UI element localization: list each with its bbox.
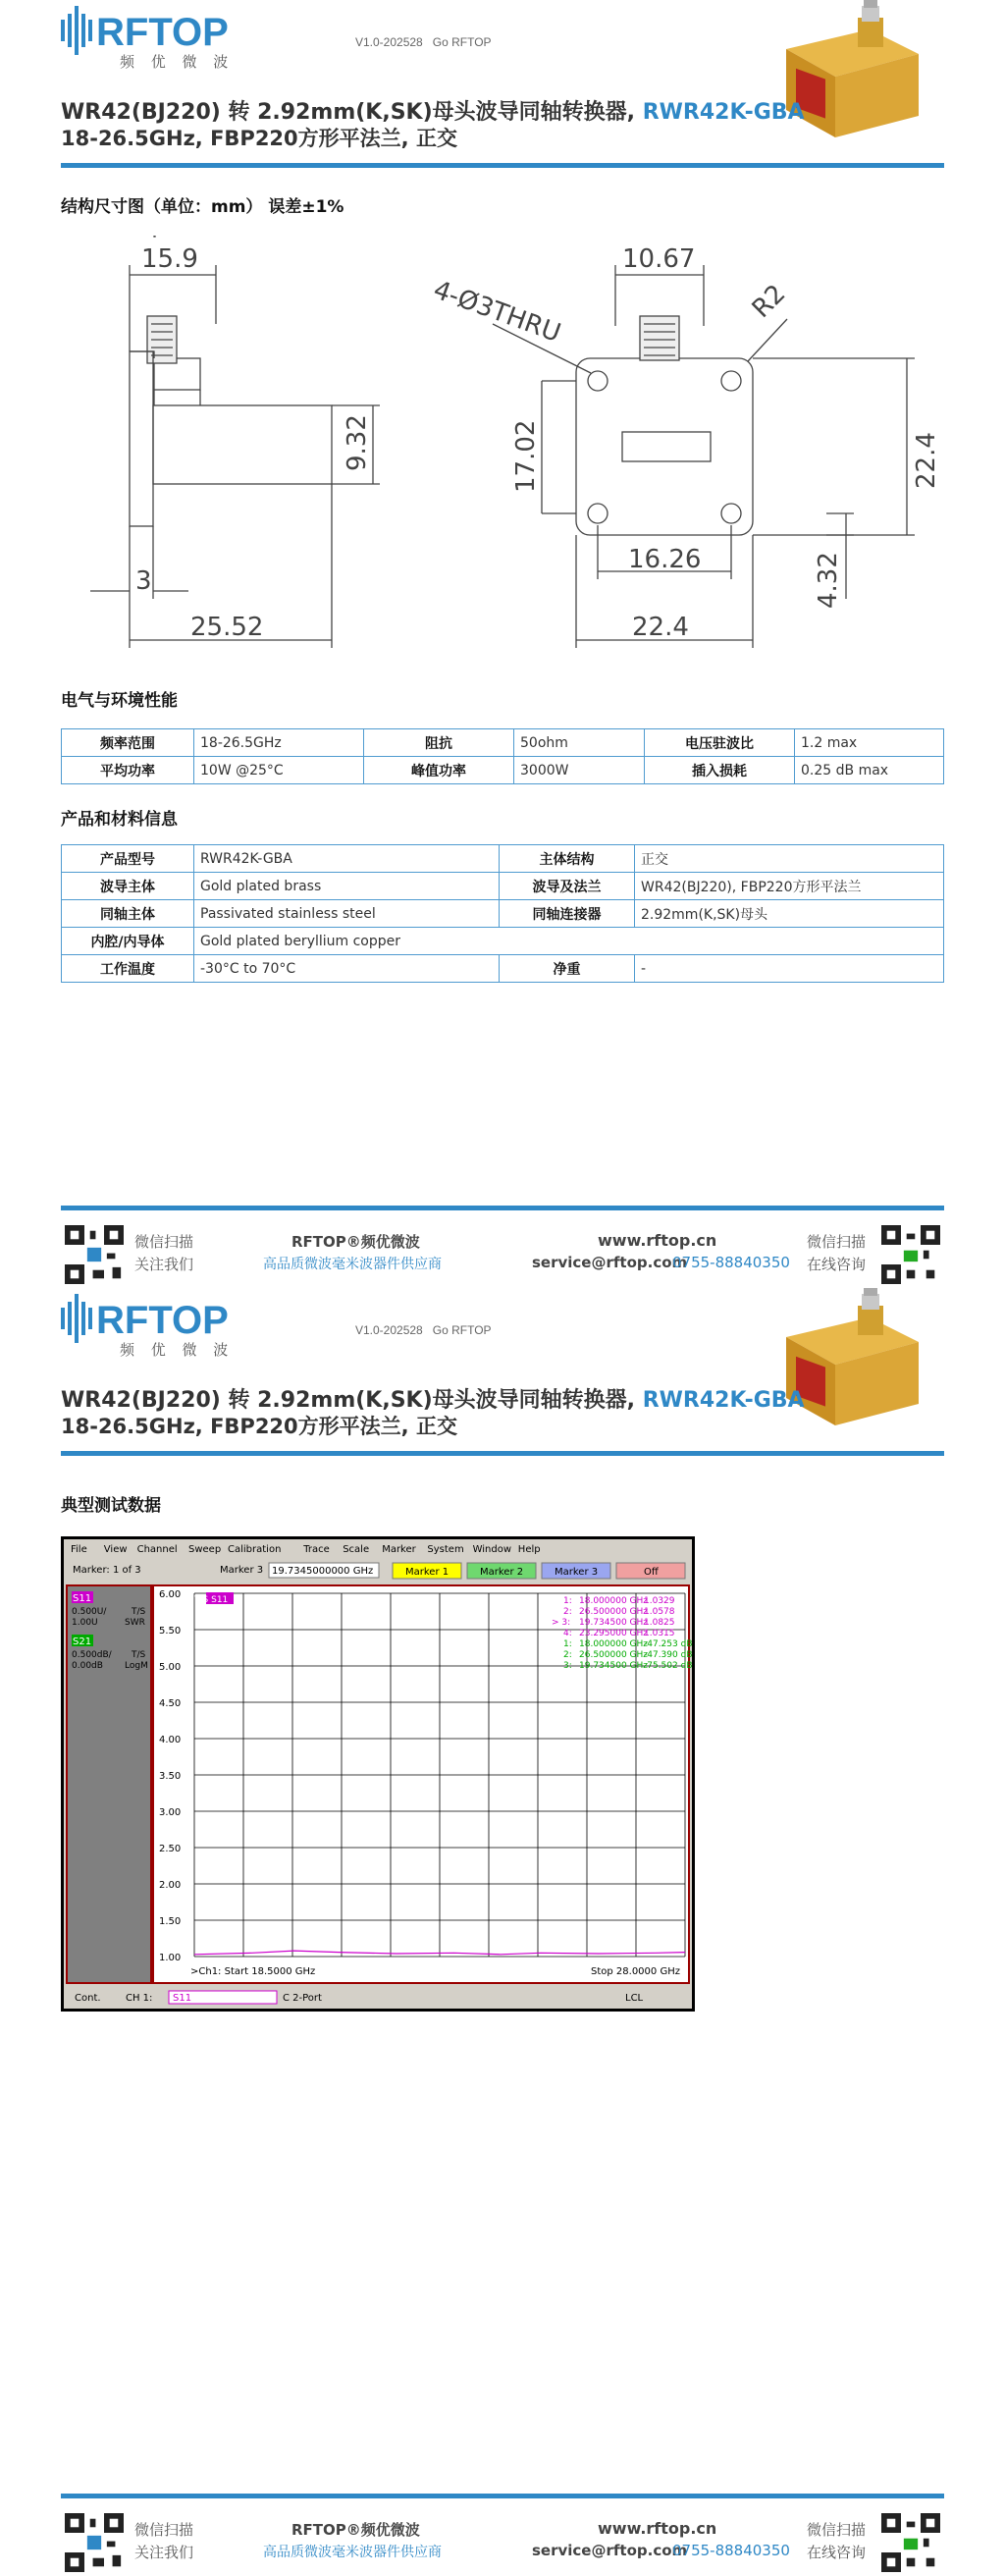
svg-text:RFTOP: RFTOP	[96, 1299, 229, 1342]
svg-text:CH 1:: CH 1:	[126, 1993, 153, 2004]
dim-25-52: 25.52	[190, 613, 264, 642]
svg-text:频 优 微 波: 频 优 微 波	[120, 1341, 235, 1359]
header-rule	[61, 163, 944, 168]
y-tick-label: 3.00	[159, 1807, 182, 1818]
svg-text:Off: Off	[644, 1567, 659, 1578]
marker-readout-freq: 26.500000 GHz	[579, 1650, 648, 1660]
svg-text:19.7345000000 GHz: 19.7345000000 GHz	[272, 1566, 374, 1577]
trace-s21-label: S21	[73, 1637, 92, 1647]
menu-item-calibration[interactable]: Calibration	[228, 1544, 282, 1555]
marker-readout-index: 3:	[563, 1661, 572, 1671]
menu-item-scale[interactable]: Scale	[343, 1544, 370, 1555]
marker-readout-freq: 19.734500 GHz	[579, 1661, 648, 1671]
email-link[interactable]: service@rftop.com	[532, 1254, 688, 1271]
trace-s11-label: S11	[73, 1593, 92, 1604]
product-title: WR42(BJ220) 转 2.92mm(K,SK)母头波导同轴转换器, RWR42K-GBA	[61, 100, 805, 125]
svg-text:LogM: LogM	[125, 1661, 148, 1671]
drawing-heading: 结构尺寸图（单位：mm） 误差±1%	[61, 197, 344, 217]
dimension-drawing	[61, 236, 944, 658]
dim-3: 3	[135, 566, 152, 596]
dim-r2: R2	[746, 279, 792, 324]
marker-readout-index: 1:	[563, 1639, 572, 1649]
y-tick-label: 5.50	[159, 1626, 182, 1637]
table-row: 产品型号 RWR42K-GBA 主体结构 正交	[62, 845, 944, 873]
y-tick-label: 2.00	[159, 1880, 182, 1891]
qr-code-wechat	[65, 2513, 124, 2572]
rftop-logo	[61, 1290, 267, 1359]
marker-readout-value: -47.390 dB	[644, 1650, 693, 1660]
menu-item-channel[interactable]: Channel	[136, 1544, 178, 1555]
marker-readout-index: 2:	[563, 1650, 572, 1660]
marker-readout-freq: 18.000000 GHz	[579, 1639, 648, 1649]
svg-text:Marker 1: Marker 1	[405, 1567, 450, 1578]
trace-tag: T/S S11	[194, 1595, 229, 1605]
elec-table	[61, 728, 944, 784]
table-row: 频率范围 18-26.5GHz 阻抗 50ohm 电压驻波比 1.2 max	[62, 729, 944, 757]
qr-code-wechat	[65, 1225, 124, 1284]
model-number: RWR42K-GBA	[642, 100, 805, 125]
product-title: WR42(BJ220) 转 2.92mm(K,SK)母头波导同轴转换器, RWR42K-GBA	[61, 1388, 805, 1413]
model-number: RWR42K-GBA	[642, 1388, 805, 1413]
dim-holes: 4-Ø3THRU	[429, 275, 565, 349]
footer-2: 微信扫描 关注我们 RFTOP®频优微波 高品质微波毫米波器件供应商 www.rftop.cn service@rftop.com 0755-88840350 微信扫描 在线咨询	[0, 2494, 1005, 2572]
dim-10-67: 10.67	[622, 244, 696, 274]
marker-readout-value: 1.0315	[644, 1629, 675, 1638]
menu-item-file[interactable]: File	[71, 1544, 87, 1555]
dim-22-4-v: 22.4	[912, 432, 941, 489]
y-tick-label: 6.00	[159, 1589, 182, 1600]
marker-readout-freq: 18.000000 GHz	[579, 1596, 648, 1606]
marker-readout-index: > 3:	[552, 1618, 571, 1628]
marker-readout-index: 4:	[563, 1629, 572, 1638]
y-tick-label: 2.50	[159, 1844, 182, 1854]
dim-4-32: 4.32	[814, 552, 843, 609]
dim-22-4-h: 22.4	[632, 613, 689, 642]
menu-item-trace[interactable]: Trace	[303, 1544, 330, 1555]
y-tick-label: 4.00	[159, 1735, 182, 1745]
svg-text:LCL: LCL	[625, 1993, 644, 2004]
marker-select-label: Marker 3	[220, 1565, 264, 1576]
marker-readout-value: 1.0329	[644, 1596, 675, 1606]
product-subtitle: 18-26.5GHz, FBP220方形平法兰, 正交	[61, 127, 457, 150]
table-row: 波导主体 Gold plated brass 波导及法兰 WR42(BJ220), FBP220方形平法兰	[62, 873, 944, 900]
marker-readout-index: 2:	[563, 1607, 572, 1617]
rftop-logo	[61, 2, 267, 71]
menu-item-view[interactable]: View	[103, 1544, 128, 1555]
header-rule	[61, 1451, 944, 1456]
dim-15-9: 15.9	[141, 244, 198, 274]
marker-readout-value: 1.0825	[644, 1618, 675, 1628]
test-heading: 典型测试数据	[61, 1496, 161, 1516]
marker-readout-freq: 19.734500 GHz	[579, 1618, 648, 1628]
brand-link[interactable]: Go RFTOP	[432, 35, 492, 49]
dim-16-26: 16.26	[628, 545, 702, 574]
marker-of-text: Marker: 1 of 3	[73, 1565, 141, 1576]
svg-text:RFTOP: RFTOP	[96, 11, 229, 54]
svg-text:T/S: T/S	[132, 1650, 146, 1660]
table-row: 工作温度 -30°C to 70°C 净重 -	[62, 955, 944, 983]
y-tick-label: 1.00	[159, 1953, 182, 1963]
version-text: V1.0-202528 Go RFTOP	[355, 35, 492, 49]
svg-text:1.00U: 1.00U	[72, 1618, 98, 1628]
marker-readout-value: 1.0578	[644, 1607, 675, 1617]
svg-text:Cont.: Cont.	[75, 1993, 101, 2004]
y-tick-label: 1.50	[159, 1916, 182, 1927]
website-link[interactable]: www.rftop.cn	[598, 2519, 717, 2538]
vna-screenshot	[61, 1536, 695, 2012]
qr-code-consult	[881, 1225, 940, 1284]
version-text: V1.0-202528 Go RFTOP	[355, 1323, 492, 1337]
stop-freq: Stop 28.0000 GHz	[591, 1966, 680, 1977]
svg-text:C 2-Port: C 2-Port	[283, 1993, 322, 2004]
svg-text:0.500dB/: 0.500dB/	[72, 1650, 112, 1660]
svg-text:频 优 微 波: 频 优 微 波	[120, 53, 235, 71]
marker-readout-freq: 26.500000 GHz	[579, 1607, 648, 1617]
marker-readout-value: -75.502 dB	[644, 1661, 693, 1671]
menu-item-help[interactable]: Help	[517, 1544, 541, 1555]
svg-text:T/S: T/S	[132, 1607, 146, 1617]
product-subtitle: 18-26.5GHz, FBP220方形平法兰, 正交	[61, 1415, 457, 1438]
marker-readout-value: -47.253 dB	[644, 1639, 693, 1649]
dim-9-32: 9.32	[343, 414, 372, 471]
email-link[interactable]: service@rftop.com	[532, 2542, 688, 2559]
menu-item-marker[interactable]: Marker	[382, 1544, 416, 1555]
elec-heading: 电气与环境性能	[61, 691, 178, 711]
marker-readout-index: 1:	[563, 1596, 572, 1606]
menu-item-sweep[interactable]: Sweep	[188, 1544, 222, 1555]
start-freq: >Ch1: Start 18.5000 GHz	[190, 1966, 316, 1977]
table-row: 同轴主体 Passivated stainless steel 同轴连接器 2.92mm(K,SK)母头	[62, 900, 944, 928]
website-link[interactable]: www.rftop.cn	[598, 1231, 717, 1250]
footer-1: 微信扫描 关注我们 RFTOP®频优微波 高品质微波毫米波器件供应商 www.rftop.cn service@rftop.com 0755-88840350 微信扫描 在线咨询	[0, 1206, 1005, 1284]
mat-table	[61, 844, 944, 983]
table-row: 内腔/内导体 Gold plated beryllium copper	[62, 928, 944, 955]
svg-text:0.500U/: 0.500U/	[72, 1607, 107, 1617]
y-tick-label: 5.00	[159, 1662, 182, 1673]
qr-code-consult	[881, 2513, 940, 2572]
brand-link[interactable]: Go RFTOP	[432, 1323, 492, 1337]
dim-17-02: 17.02	[511, 419, 541, 493]
svg-text:S11: S11	[173, 1993, 192, 2004]
y-tick-label: 4.50	[159, 1698, 182, 1709]
mat-heading: 产品和材料信息	[61, 810, 178, 830]
svg-text:Marker 2: Marker 2	[480, 1567, 524, 1578]
svg-text:SWR: SWR	[125, 1618, 145, 1628]
menu-item-window[interactable]: Window	[472, 1544, 512, 1555]
menu-item-system[interactable]: System	[427, 1544, 464, 1555]
svg-text:Marker 3: Marker 3	[555, 1567, 599, 1578]
y-tick-label: 3.50	[159, 1771, 182, 1782]
table-row: 平均功率 10W @25°C 峰值功率 3000W 插入损耗 0.25 dB max	[62, 757, 944, 784]
svg-text:0.00dB: 0.00dB	[72, 1661, 103, 1671]
marker-readout-freq: 23.295000 GHz	[579, 1629, 648, 1638]
